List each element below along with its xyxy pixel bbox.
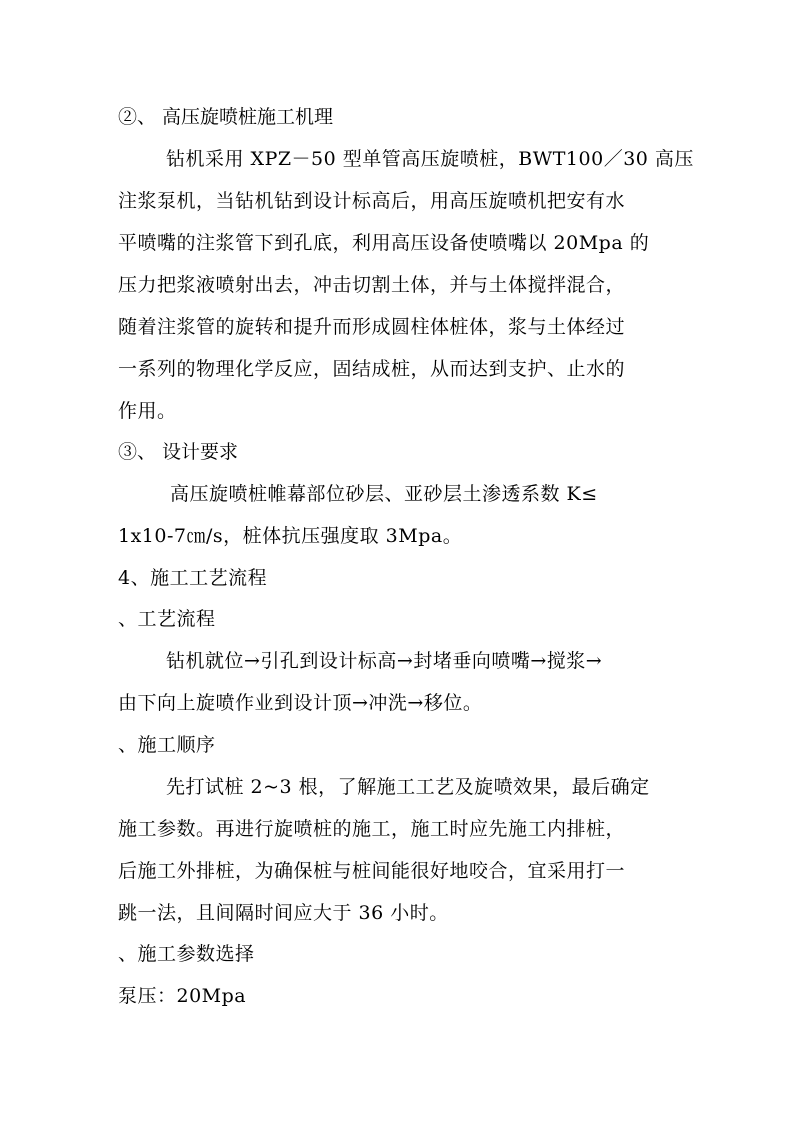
subsection-heading: 、施工参数选择 [118,943,255,965]
paragraph-line: 跳一法，且间隔时间应大于 36 小时。 [118,902,449,924]
paragraph-line: 注浆泵机，当钻机钻到设计标高后，用高压旋喷机把安有水 [118,190,626,212]
paragraph-line: 随着注浆管的旋转和提升而形成圆柱体桩体，浆与土体经过 [118,316,626,338]
paragraph-line: 后施工外排桩，为确保桩与桩间能很好地咬合，宜采用打一 [118,860,626,882]
paragraph-line: 钻机采用 XPZ－50 型单管高压旋喷桩，BWT100／30 高压 [166,148,694,170]
paragraph-line: 施工参数。再进行旋喷桩的施工，施工时应先施工内排桩， [118,818,626,840]
paragraph-line: 一系列的物理化学反应，固结成桩，从而达到支护、止水的 [118,358,626,380]
section-heading-2: ②、 高压旋喷桩施工机理 [118,106,334,128]
section-heading-3: ③、 设计要求 [118,441,239,463]
paragraph-line: 由下向上旋喷作业到设计顶→冲洗→移位。 [118,692,483,714]
subsection-heading: 、施工顺序 [118,734,216,756]
section-heading-4: 4、施工工艺流程 [118,567,268,589]
paragraph-line: 先打试桩 2~3 根，了解施工工艺及旋喷效果，最后确定 [166,776,650,798]
paragraph-line: 钻机就位→引孔到设计标高→封堵垂向喷嘴→搅浆→ [166,650,603,672]
paragraph-line: 平喷嘴的注浆管下到孔底，利用高压设备使喷嘴以 20Mpa 的 [118,232,650,254]
paragraph-line: 作用。 [118,400,177,422]
paragraph-line: 泵压：20Mpa [118,985,247,1007]
paragraph-line: 1x10-7㎝/s，桩体抗压强度取 3Mpa。 [118,525,463,547]
paragraph-line: 压力把浆液喷射出去，冲击切割土体，并与土体搅拌混合， [118,274,626,296]
paragraph-line: 高压旋喷桩帷幕部位砂层、亚砂层土渗透系数 K≤ [170,483,598,505]
subsection-heading: 、工艺流程 [118,608,216,630]
